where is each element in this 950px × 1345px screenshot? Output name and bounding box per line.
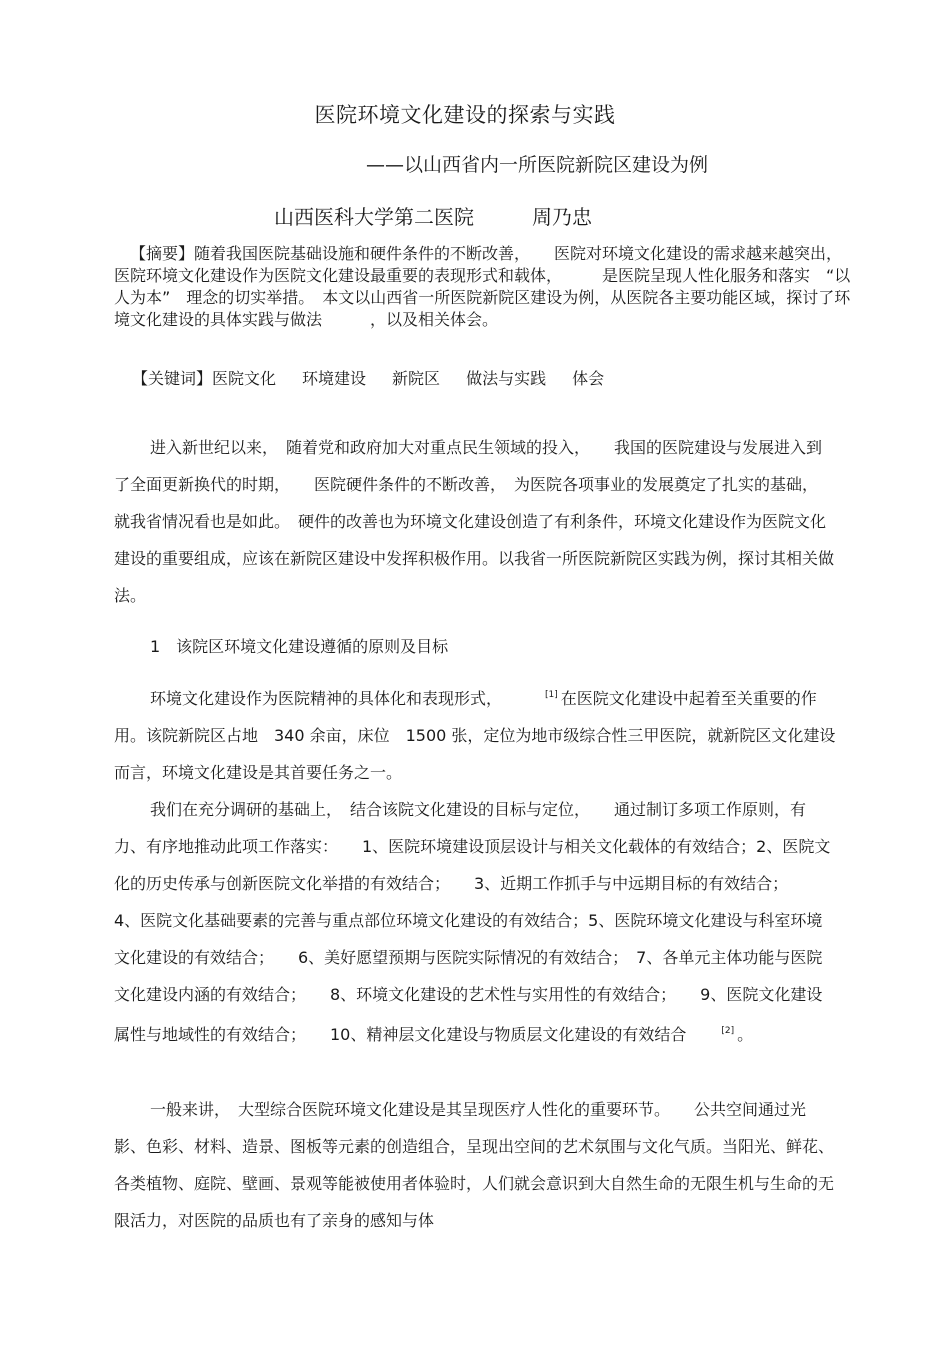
keyword: 体会 bbox=[572, 369, 605, 388]
citation-marker: [1] bbox=[545, 690, 558, 700]
paragraph-text: 在医院文化建设中起着至关重要的作用。该院新院区占地 340 余亩，床位 1500 张，定位为地市级综合性三甲医院，就新院区文化建设而言，环境文化建设是其首要任务之一。 bbox=[114, 689, 836, 782]
body-paragraph: 进入新世纪以来， 随着党和政府加大对重点民生领域的投入， 我国的医院建设与发展进入到了全面更新换代的时期， 医院硬件条件的不断改善， 为医院各项事业的发展奠定了扎实的基础， 就我省情况看也是如此。 硬件的改善也为环境文化建设创造了有利条件，环境文化建设作为医院文化建设的重要组成，应该在新院区建设中发挥积极作用。以我省一所医院新院区实践为例，探讨其相关做法。 bbox=[114, 438, 835, 605]
abstract: 【摘要】随着我国医院基础设施和硬件条件的不断改善， 医院对环境文化建设的需求越来越突出， 医院环境文化建设作为医院文化建设最重要的表现形式和载体， 是医院呈现人性化服务和落实 “以人为本” 理念的切实举措。 本文以山西省一所医院新院区建设为例，从医院各主要功能区域，探讨了环境文化建设的具体实践与做法 ，以及相关体会。 bbox=[114, 244, 851, 329]
body-paragraph: 一般来讲， 大型综合医院环境文化建设是其呈现医疗人性化的重要环节。 公共空间通过光影、色彩、材料、造景、图板等元素的创造组合，呈现出空间的艺术氛围与文化气质。当阳光、鲜花、各类植物、庭院、壁画、景观等能被使用者体验时，人们就会意识到大自然生命的无限生机与生命的无限活力，对医院的品质也有了亲身的感知与体 bbox=[114, 1100, 835, 1230]
author-line bbox=[274, 202, 592, 232]
paragraph-text: 环境文化建设作为医院精神的具体化和表现形式， bbox=[150, 689, 543, 708]
document-title: 医院环境文化建设的探索与实践 bbox=[314, 103, 616, 127]
author-name: 周乃忠 bbox=[532, 205, 592, 229]
section-heading: 1 该院区环境文化建设遵循的原则及目标 bbox=[150, 637, 449, 656]
keyword: 医院文化 bbox=[212, 369, 277, 388]
keywords-line bbox=[132, 368, 604, 390]
keyword: 环境建设 bbox=[302, 369, 367, 388]
paragraph-text: 。 bbox=[737, 1025, 754, 1044]
paragraph-text: 我们在充分调研的基础上， 结合该院文化建设的目标与定位， 通过制订多项工作原则，有力、有序地推动此项工作落实： 1、医院环境建设顶层设计与相关文化载体的有效结合；2、医院文化的历史传承与创新医院文化举措的有效结合； 3、近期工作抓手与中远期目标的有效结合； 4、医院文化基础要素的完善与重点部位环境文化建设的有效结合；5、医院环境文化建设与科室环境文化建设的有效结合； 6、美好愿望预期与医院实际情况的有效结合； 7、各单元主体功能与医院文化建设内涵的有效结合； 8、环境文化建设的艺术性与实用性的有效结合； 9、医院文化建设属性与地域性的有效结合； 10、精神层文化建设与物质层文化建设的有效结合 bbox=[114, 800, 831, 1044]
body-paragraph bbox=[114, 677, 836, 791]
keyword: 新院区 bbox=[392, 369, 441, 388]
document-subtitle: ——以山西省内一所医院新院区建设为例 bbox=[366, 154, 709, 176]
keyword: 做法与实践 bbox=[466, 369, 547, 388]
body-paragraph bbox=[114, 791, 836, 1053]
affiliation: 山西医科大学第二医院 bbox=[274, 205, 474, 229]
keywords-label: 【关键词】 bbox=[132, 369, 213, 388]
citation-marker: [2] bbox=[721, 1026, 735, 1036]
